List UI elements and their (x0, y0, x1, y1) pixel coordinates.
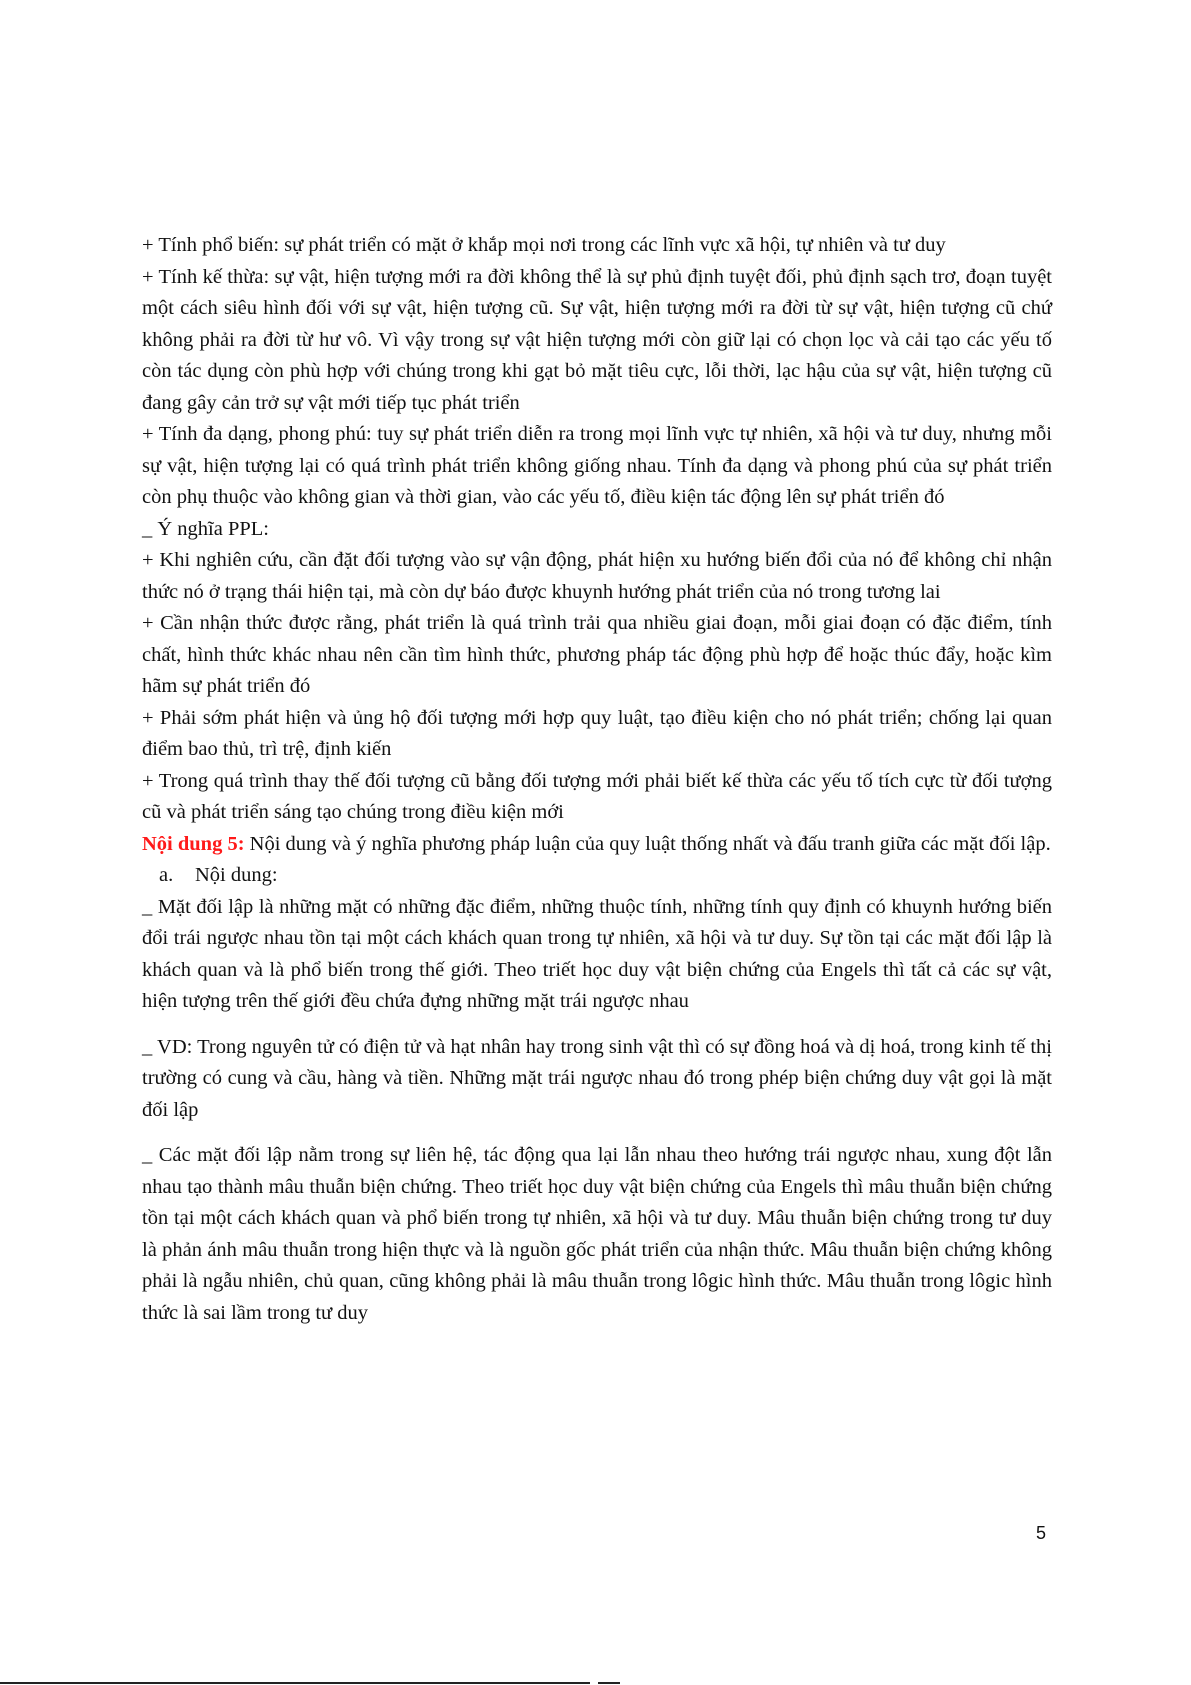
bottom-rule-short (598, 1682, 620, 1684)
paragraph-da-dang: + Tính đa dạng, phong phú: tuy sự phát triển diễn ra trong mọi lĩnh vực tự nhiên, xã hội và tư duy, nhưng mỗi sự vật, hiện tượng lại có quá trình phát triển không giống nhau. Tính đa dạng và phong phú của sự phát triển còn phụ thuộc vào không gian và thời gian, vào các yếu tố, điều kiện tác động lên sự phát triển đó (142, 423, 1052, 508)
sub-heading-text: Nội dung: (195, 864, 278, 886)
paragraph-ppl-3: + Phải sớm phát hiện và ủng hộ đối tượng mới hợp quy luật, tạo điều kiện cho nó phát triển; chống lại quan điểm bao thủ, trì trệ, định kiến (142, 706, 1052, 760)
paragraph-ke-thua: + Tính kế thừa: sự vật, hiện tượng mới ra đời không thể là sự phủ định tuyệt đối, phủ định sạch trơ, đoạn tuyệt một cách siêu hình đối với sự vật, hiện tượng cũ. Sự vật, hiện tượng mới ra đời từ sự vật, hiện tượng cũ chứ không phải ra đời từ hư vô. Vì vậy trong sự vật hiện tượng mới còn giữ lại có chọn lọc và cải tạo các yếu tố còn tác dụng còn phù hợp với chúng trong khi gạt bỏ mặt tiêu cực, lỗi thời, lạc hậu của sự vật, hiện tượng cũ đang gây cản trở sự vật mới tiếp tục phát triển (142, 265, 1052, 414)
section-heading-text: Nội dung và ý nghĩa phương pháp luận của quy luật thống nhất và đấu tranh giữa các mặt đối lập. (244, 832, 1051, 855)
paragraph-mat-doi-lap: _ Mặt đối lập là những mặt có những đặc điểm, những thuộc tính, những tính quy định có khuynh hướng biến đổi trái ngược nhau tồn tại một cách khách quan trong tự nhiên, xã hội và tư duy. Sự tồn tại các mặt đối lập là khách quan và là phổ biến trong thế giới. Theo triết học duy vật biện chứng của Engels thì tất cả các sự vật, hiện tượng trên thế giới đều chứa đựng những mặt trái ngược nhau (142, 895, 1052, 1012)
document-body (142, 230, 1052, 1329)
paragraph-mau-thuan: _ Các mặt đối lập nằm trong sự liên hệ, tác động qua lại lẫn nhau theo hướng trái ngược nhau, xung đột lẫn nhau tạo thành mâu thuẫn biện chứng. Theo triết học duy vật biện chứng của Engels thì mâu thuẫn biện chứng tồn tại một cách khách quan và phổ biến trong tự nhiên, xã hội và tư duy. Mâu thuẫn biện chứng trong tư duy là phản ánh mâu thuẫn trong hiện thực và là nguồn gốc phát triển của nhận thức. Mâu thuẫn biện chứng không phải là ngẫu nhiên, chủ quan, cũng không phải là mâu thuẫn trong lôgic hình thức. Mâu thuẫn trong lôgic hình thức là sai lầm trong tư duy (142, 1144, 1052, 1324)
page-number: 5 (1036, 1523, 1047, 1543)
sub-heading-marker: a. (159, 864, 174, 886)
bottom-rule (0, 1682, 590, 1684)
paragraph-y-nghia-heading: _ Ý nghĩa PPL: (142, 517, 269, 540)
paragraph-ppl-4: + Trong quá trình thay thế đối tượng cũ bằng đối tượng mới phải biết kế thừa các yếu tố tích cực từ đối tượng cũ và phát triển sáng tạo chúng trong điều kiện mới (142, 769, 1052, 823)
sub-heading (142, 860, 1052, 892)
section-heading-prefix: Nội dung 5: (142, 832, 245, 855)
paragraph-vi-du: _ VD: Trong nguyên tử có điện tử và hạt nhân hay trong sinh vật thì có sự đồng hoá và dị hoá, trong kinh tế thị trường có cung và cầu, hàng và tiền. Những mặt trái ngược nhau đó trong phép biện chứng duy vật gọi là mặt đối lập (142, 1035, 1052, 1121)
paragraph-ppl-1: + Khi nghiên cứu, cần đặt đối tượng vào sự vận động, phát hiện xu hướng biến đổi của nó để không chỉ nhận thức nó ở trạng thái hiện tại, mà còn dự báo được khuynh hướng phát triển của nó trong tương lai (142, 549, 1052, 603)
paragraph-pho-bien: + Tính phổ biến: sự phát triển có mặt ở khắp mọi nơi trong các lĩnh vực xã hội, tự nhiên và tư duy (142, 234, 946, 256)
paragraph-ppl-2: + Cần nhận thức được rằng, phát triển là quá trình trải qua nhiều giai đoạn, mỗi giai đoạn có đặc điểm, tính chất, hình thức khác nhau nên cần tìm hình thức, phương pháp tác động phù hợp để hoặc thúc đẩy, hoặc kìm hãm sự phát triển đó (142, 612, 1052, 697)
section-heading (142, 829, 1052, 861)
